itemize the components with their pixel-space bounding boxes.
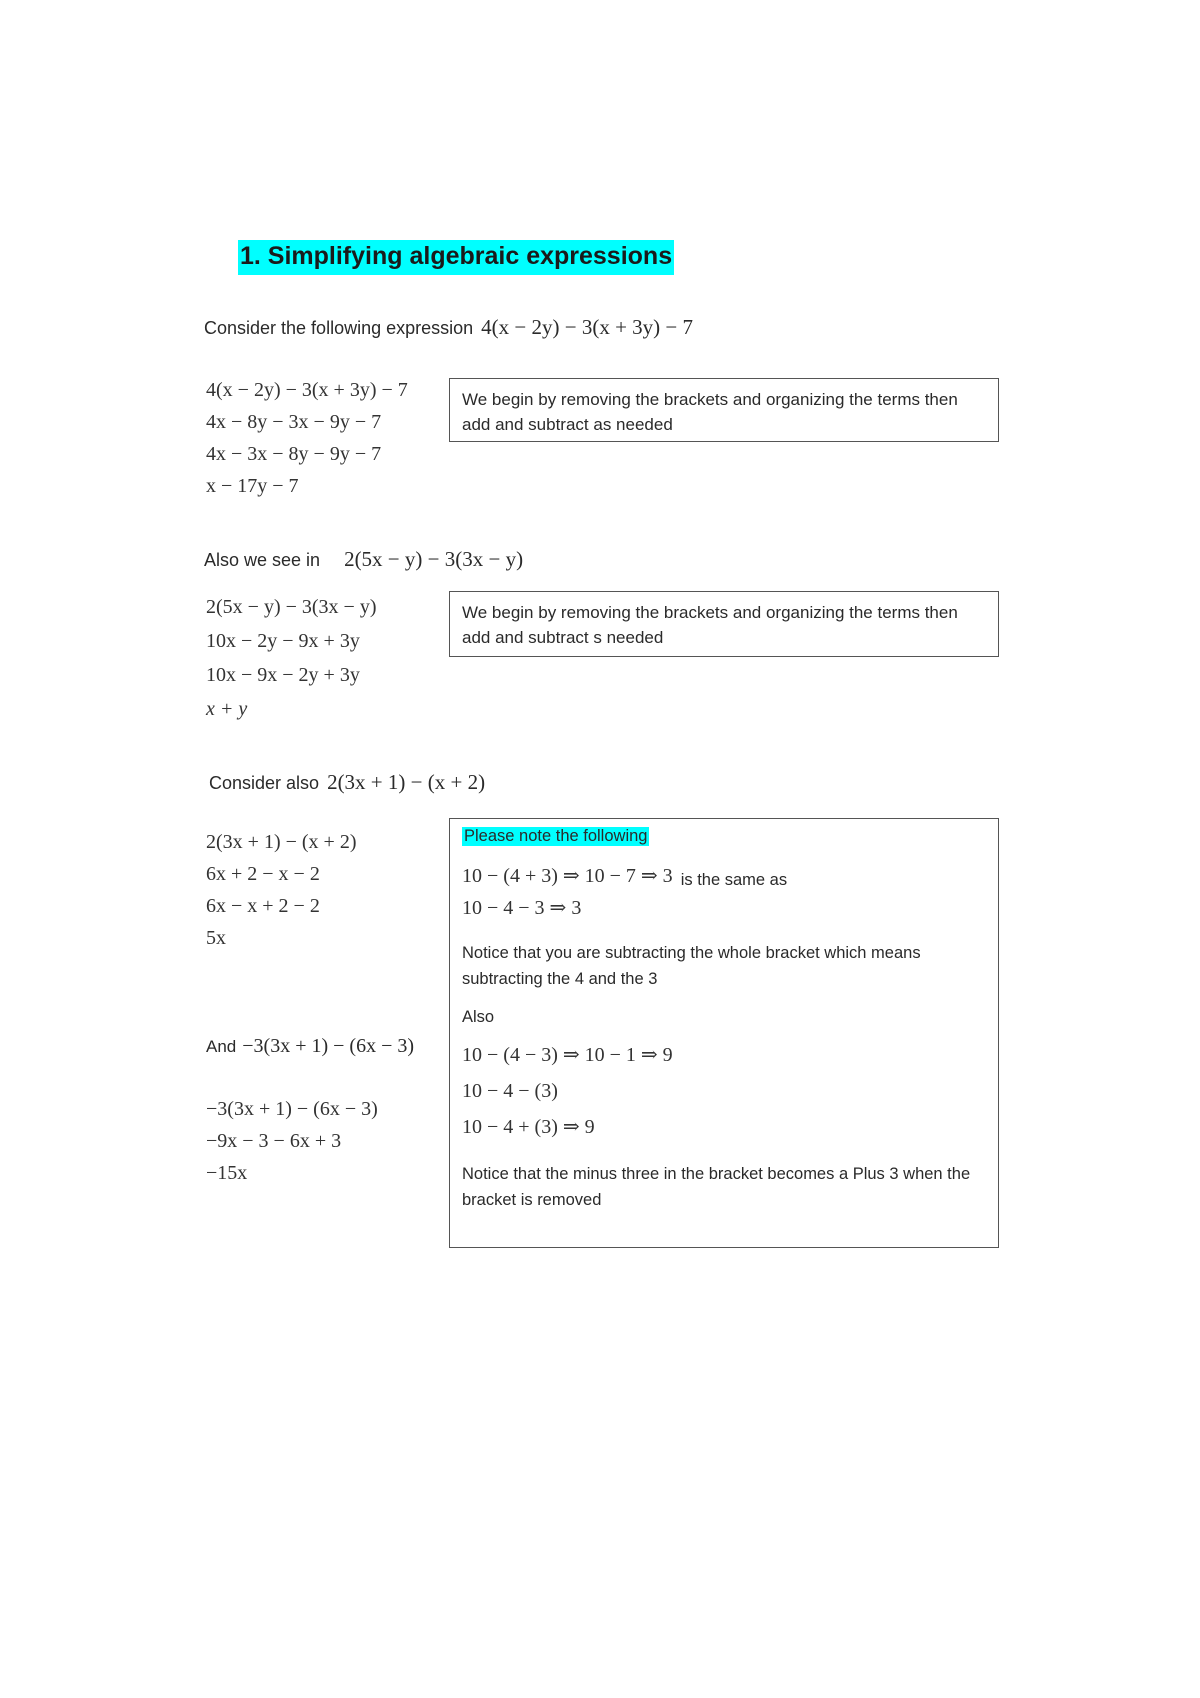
example3-intro-math: 2(3x + 1) − (x + 2) (327, 770, 486, 794)
example4-steps (206, 1093, 378, 1189)
example4-step-1: −3(3x + 1) − (6x − 3) (206, 1098, 378, 1120)
example1-step-2: 4x − 8y − 3x − 9y − 7 (206, 411, 382, 433)
example2-step-4: x + y (206, 698, 248, 720)
example3-intro-text: Consider also (209, 773, 320, 793)
example4-step-3: −15x (206, 1162, 248, 1184)
example1-intro (204, 315, 693, 340)
example2-note: We begin by removing the brackets and organizing the terms then add and subtract s needed (462, 603, 958, 647)
example4-intro (206, 1035, 414, 1058)
note-math-1: 10 − (4 + 3) ⇒ 10 − 7 ⇒ 3 (462, 865, 673, 887)
note-math-5: 10 − 4 + (3) ⇒ 9 (462, 1116, 595, 1138)
example4-intro-math: −3(3x + 1) − (6x − 3) (242, 1035, 415, 1057)
example1-step-3: 4x − 3x − 8y − 9y − 7 (206, 443, 382, 465)
example2-note-box (449, 591, 999, 657)
bracket-rules-note-box (449, 818, 999, 1248)
example3-step-4: 5x (206, 927, 226, 949)
example3-step-2: 6x + 2 − x − 2 (206, 863, 320, 885)
example3-intro (209, 770, 485, 795)
example2-step-3: 10x − 9x − 2y + 3y (206, 664, 360, 686)
example2-intro (204, 547, 523, 572)
example1-step-1: 4(x − 2y) − 3(x + 3y) − 7 (206, 379, 408, 401)
example2-steps (206, 590, 376, 726)
example2-intro-math: 2(5x − y) − 3(3x − y) (344, 547, 524, 571)
note-same-as: is the same as (680, 871, 788, 889)
note-math-2: 10 − 4 − 3 ⇒ 3 (462, 897, 582, 919)
example3-step-1: 2(3x + 1) − (x + 2) (206, 831, 357, 853)
note-notice-2: Notice that the minus three in the bracket becomes a Plus 3 when the bracket is removed (462, 1165, 971, 1209)
example2-intro-text: Also we see in (204, 550, 321, 570)
note-math-3: 10 − (4 − 3) ⇒ 10 − 1 ⇒ 9 (462, 1044, 673, 1066)
note-notice-1: Notice that you are subtracting the whole bracket which means subtracting the 4 and the 3 (462, 944, 921, 988)
note-math-4: 10 − 4 − (3) (462, 1080, 558, 1102)
example3-step-3: 6x − x + 2 − 2 (206, 895, 320, 917)
example3-steps (206, 826, 356, 954)
example4-step-2: −9x − 3 − 6x + 3 (206, 1130, 342, 1152)
note-also: Also (462, 1008, 495, 1026)
note-example-row (462, 860, 986, 924)
example1-step-4: x − 17y − 7 (206, 475, 299, 497)
example1-intro-text: Consider the following expression (204, 318, 474, 338)
section-title: 1. Simplifying algebraic expressions (238, 240, 674, 275)
example2-step-2: 10x − 2y − 9x + 3y (206, 630, 360, 652)
example2-step-1: 2(5x − y) − 3(3x − y) (206, 596, 377, 618)
example1-intro-math: 4(x − 2y) − 3(x + 3y) − 7 (481, 315, 694, 339)
example1-note: We begin by removing the brackets and organizing the terms then add and subtract as needed (462, 390, 958, 434)
example1-note-box (449, 378, 999, 442)
example1-steps (206, 374, 408, 502)
note-heading: Please note the following (464, 827, 648, 845)
example4-intro-text: And (206, 1037, 237, 1056)
